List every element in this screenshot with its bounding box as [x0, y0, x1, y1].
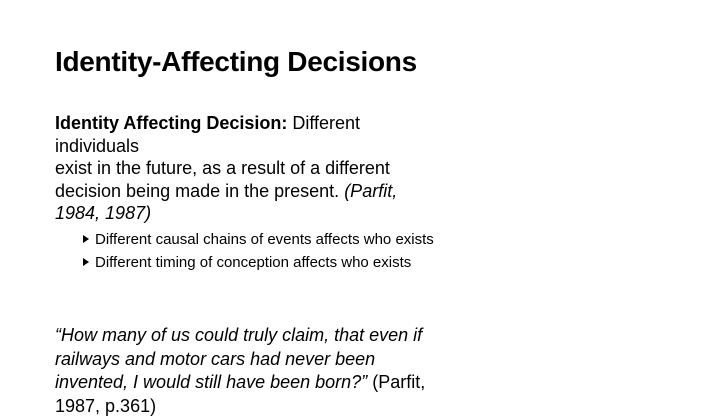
quote-text-3: invented, I would still have been born?” — [55, 372, 372, 392]
quote-citation-1: (Parfit, — [372, 372, 425, 392]
bullet-text: Different timing of conception affects who exists — [95, 254, 411, 271]
bullet-text: Different causal chains of events affects who exists — [95, 231, 434, 248]
quote-paragraph — [55, 324, 475, 418]
bullet-triangle-icon — [83, 235, 89, 243]
definition-text-4: decision being made in the present. — [55, 181, 344, 201]
quote-citation-2: 1987, p.361) — [55, 396, 156, 416]
quote-line-2 — [55, 348, 475, 372]
definition-text-1: Different — [287, 113, 360, 133]
quote-line-3 — [55, 371, 475, 395]
bullet-item — [82, 251, 434, 274]
bullet-triangle-icon — [83, 258, 89, 266]
citation-part-2: 1984, 1987) — [55, 203, 151, 223]
definition-line-4 — [55, 180, 445, 203]
definition-term: Identity Affecting Decision: — [55, 113, 287, 133]
bullet-item — [82, 228, 434, 251]
quote-line-1 — [55, 324, 475, 348]
quote-text-2: railways and motor cars had never been — [55, 349, 375, 369]
quote-text-1: “How many of us could truly claim, that even if — [55, 325, 422, 345]
definition-line-5 — [55, 202, 445, 225]
definition-line-3: exist in the future, as a result of a different — [55, 157, 445, 180]
definition-line-2: individuals — [55, 135, 445, 158]
bullet-list — [82, 228, 434, 274]
definition-paragraph — [55, 112, 445, 225]
quote-line-4 — [55, 395, 475, 418]
citation-part-1: (Parfit, — [344, 181, 397, 201]
slide-title: Identity-Affecting Decisions — [55, 44, 417, 80]
definition-line-1 — [55, 112, 445, 135]
